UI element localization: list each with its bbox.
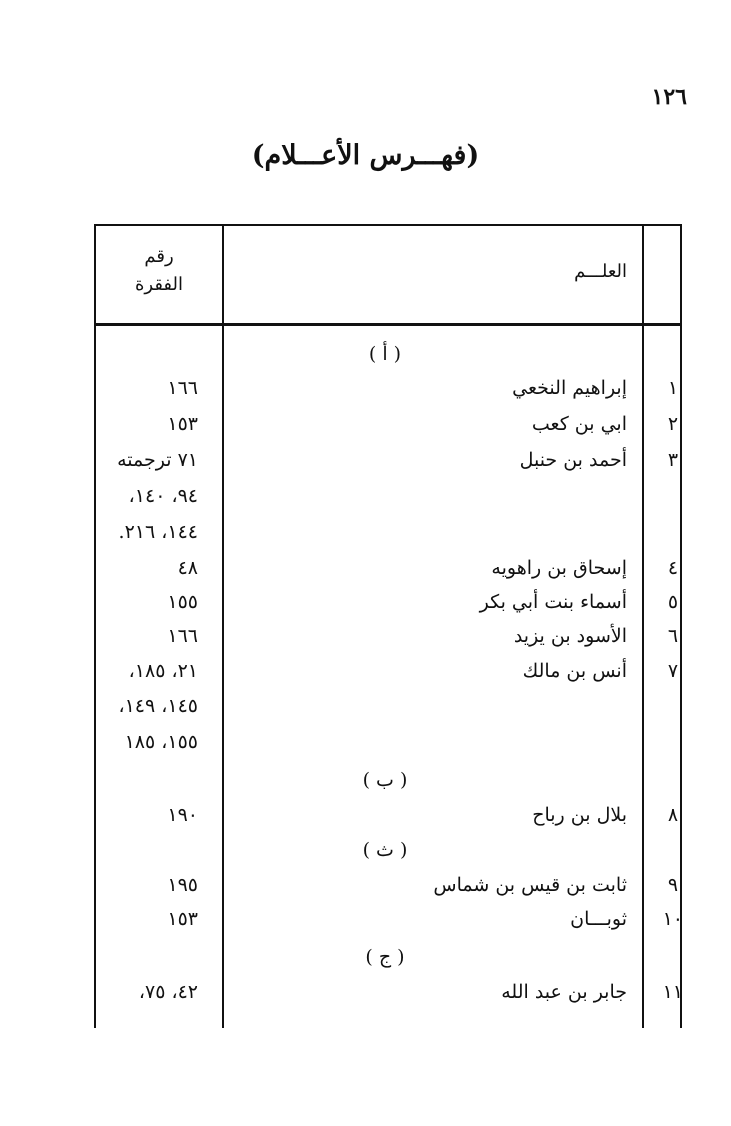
header-ref-line1: رقم (144, 246, 174, 267)
entry-number: ٢ (667, 413, 679, 435)
entry-number: ٣ (667, 449, 679, 471)
entry-ref: ١٥٥ (167, 591, 198, 613)
header-bottom-rule (94, 323, 682, 326)
entry-number: ٧ (667, 660, 679, 682)
entry-name: إسحاق بن راهويه (491, 557, 627, 579)
section-letter-ba: ( ب ) (362, 769, 408, 791)
entry-number: ٩ (667, 874, 679, 896)
entry-ref: ١٤٤، ٢١٦. (118, 521, 198, 543)
entry-ref: ٤٨ (177, 557, 198, 579)
entry-ref: ١٥٥، ١٨٥ (124, 731, 198, 753)
entry-number: ٦ (667, 625, 679, 647)
entry-ref: ١٦٦ (167, 625, 198, 647)
entry-name: إبراهيم النخعي (512, 377, 627, 399)
entry-ref: ٤٢، ٧٥، (138, 981, 198, 1003)
entry-name: جابر بن عبد الله (501, 981, 627, 1003)
header-name-column: العلـــم (574, 261, 627, 282)
entry-ref: ١٥٣ (167, 413, 198, 435)
entry-name: ثوبـــان (570, 908, 627, 930)
entry-ref: ٧١ ترجمته (117, 449, 198, 471)
section-letter-alif: ( أ ) (368, 343, 402, 365)
section-letter-tha: ( ث ) (362, 839, 408, 861)
entry-ref: ١٤٥، ١٤٩، (118, 695, 198, 717)
page-title: (فهـــرس الأعـــلام) (251, 140, 480, 171)
entry-ref: ١٩٠ (167, 804, 198, 826)
entry-ref: ١٩٥ (167, 874, 198, 896)
entry-number: ١١ (662, 981, 683, 1003)
entry-number: ١ (667, 377, 679, 399)
left-border (94, 224, 96, 1028)
page-number: ١٢٦ (651, 84, 687, 110)
entry-number: ١٠ (662, 908, 683, 930)
table-top-rule (94, 224, 682, 226)
entry-number: ٤ (667, 557, 679, 579)
entry-ref: ١٥٣ (167, 908, 198, 930)
entry-name: ابي بن كعب (531, 413, 627, 435)
section-letter-jim: ( ج ) (365, 946, 405, 968)
entry-ref: ١٦٦ (167, 377, 198, 399)
entry-name: ثابت بن قيس بن شماس (433, 874, 627, 896)
entry-name: أسماء بنت أبي بكر (479, 591, 627, 613)
ref-column-divider (222, 224, 224, 1028)
entry-name: بلال بن رباح (532, 804, 627, 826)
entry-name: الأسود بن يزيد (513, 625, 627, 647)
entry-ref: ٢١، ١٨٥، (128, 660, 198, 682)
entry-name: أحمد بن حنبل (519, 449, 627, 471)
entry-name: أنس بن مالك (522, 660, 627, 682)
entry-number: ٥ (667, 591, 679, 613)
entry-number: ٨ (667, 804, 679, 826)
header-ref-line2: الفقرة (134, 274, 184, 295)
entry-ref: ٩٤، ١٤٠، (128, 485, 198, 507)
number-column-divider (642, 224, 644, 1028)
